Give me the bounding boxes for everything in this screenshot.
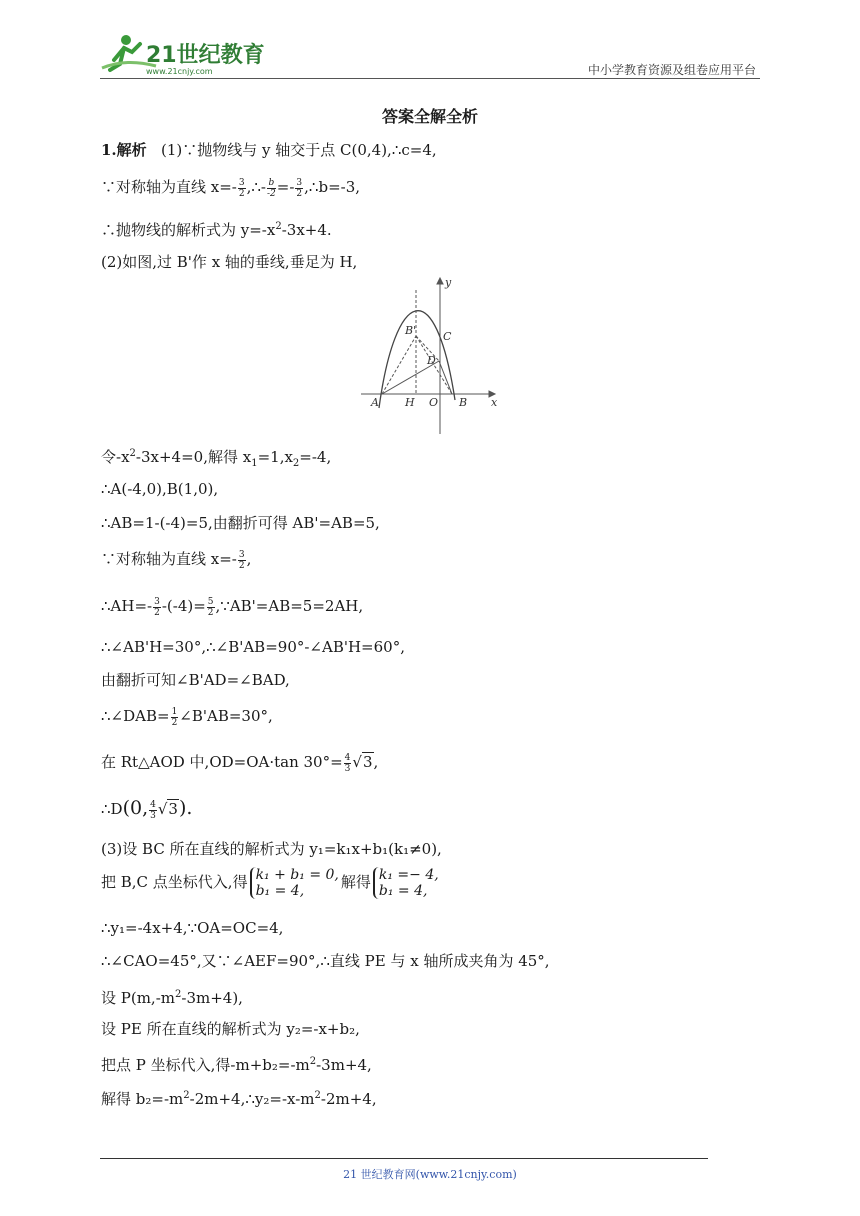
equation-system-1: k₁ + b₁ = 0, b₁ = 4,	[250, 867, 339, 899]
line-6: ∴A(-4,0),B(1,0),	[101, 480, 219, 498]
line-15: (3)设 BC 所在直线的解析式为 y₁=k₁x+b₁(k₁≠0),	[101, 840, 442, 858]
line-21: 把点 P 坐标代入,得$-m+b_2=-m^2-3m+4$,	[101, 1056, 372, 1074]
line-5: 令$-x^2-3x+4=0$,解得 $x_1=1,x_2=-4$,	[101, 448, 332, 469]
line-20: 设 PE 所在直线的解析式为 y₂=-x+b₂,	[101, 1020, 360, 1038]
label-A: A	[371, 396, 379, 409]
footer-link[interactable]: 21 世纪教育网(www.21cnjy.com)	[343, 1168, 517, 1181]
line-4: (2)如图,过 B'作 x 轴的垂线,垂足为 H,	[101, 253, 358, 271]
logo-text: 21世纪教育	[146, 43, 265, 68]
label-C: C	[443, 330, 452, 343]
equation-system-2: k₁ =− 4, b₁ = 4,	[373, 867, 439, 899]
line-11: 由翻折可知∠B'AD=∠BAD,	[101, 671, 290, 689]
line-14: ∴D(0, $\frac{4}{3}$ √3).	[101, 797, 193, 821]
footer-divider	[100, 1158, 708, 1159]
line-3: ∴抛物线的解析式为 $y=-x^2-3x+4$.	[101, 221, 332, 239]
line-18: ∴∠CAO=45°,又∵∠AEF=90°,∴直线 PE 与 x 轴所成夹角为 45°,	[101, 952, 550, 970]
label-y: y	[445, 276, 452, 289]
label-Bprime: B'	[405, 324, 417, 337]
parabola-figure	[355, 270, 505, 440]
site-logo	[96, 30, 266, 78]
page-title: 答案全解全析	[381, 107, 478, 126]
header-platform-text: 中小学教育资源及组卷应用平台	[587, 63, 756, 77]
label-D: D	[427, 354, 436, 367]
answer-label: 1.解析	[101, 141, 147, 159]
line-16: 把 B,C 点坐标代入,得 k₁ + b₁ = 0, b₁ = 4, 解得 k₁ =− 4, b₁ = 4,	[101, 867, 439, 899]
line-2: ∵对称轴为直线 x=- $\frac{3}{2}$ ,∴- $\frac{b}{-2}$ =- $\frac{3}{2}$ ,∴b=-3,	[101, 177, 361, 199]
line-12: ∴∠DAB= $\frac{1}{2}$ ∠B'AB=30°,	[101, 706, 273, 728]
label-B: B	[459, 396, 468, 409]
line-8: ∵对称轴为直线 x=- $\frac{3}{2}$ ,	[101, 549, 252, 571]
line-9: ∴AH=- $\frac{3}{2}$ -(-4)= $\frac{5}{2}$ ,∵AB'=AB=5=2AH,	[101, 596, 364, 618]
line-17: ∴y₁=-4x+4,∵OA=OC=4,	[101, 919, 284, 937]
line-19: 设 $P(m,-m^2-3m+4)$,	[101, 989, 243, 1007]
label-O: O	[429, 396, 439, 409]
parabola-curve	[379, 311, 455, 408]
label-H: H	[405, 396, 415, 409]
logo-url: www.21cnjy.com	[146, 67, 213, 76]
segment-DB	[439, 361, 452, 394]
label-x: x	[491, 396, 498, 409]
line-13: 在 Rt△AOD 中,OD=OA·tan 30°= $\frac{4}{3}$ √3,	[101, 752, 379, 774]
line-7: ∴AB=1-(-4)=5,由翻折可得 AB'=AB=5,	[101, 514, 380, 532]
line-1: 1.解析 (1)∵抛物线与 y 轴交于点 C(0,4),∴c=4,	[101, 141, 437, 159]
line-22: 解得 $b_2=-m^2-2m+4,\therefore y_2=-x-m^2-2m+4$,	[101, 1090, 377, 1108]
y-axis-arrow	[437, 278, 443, 284]
line-10: ∴∠AB'H=30°,∴∠B'AB=90°-∠AB'H=60°,	[101, 638, 405, 656]
header-divider	[100, 78, 760, 79]
